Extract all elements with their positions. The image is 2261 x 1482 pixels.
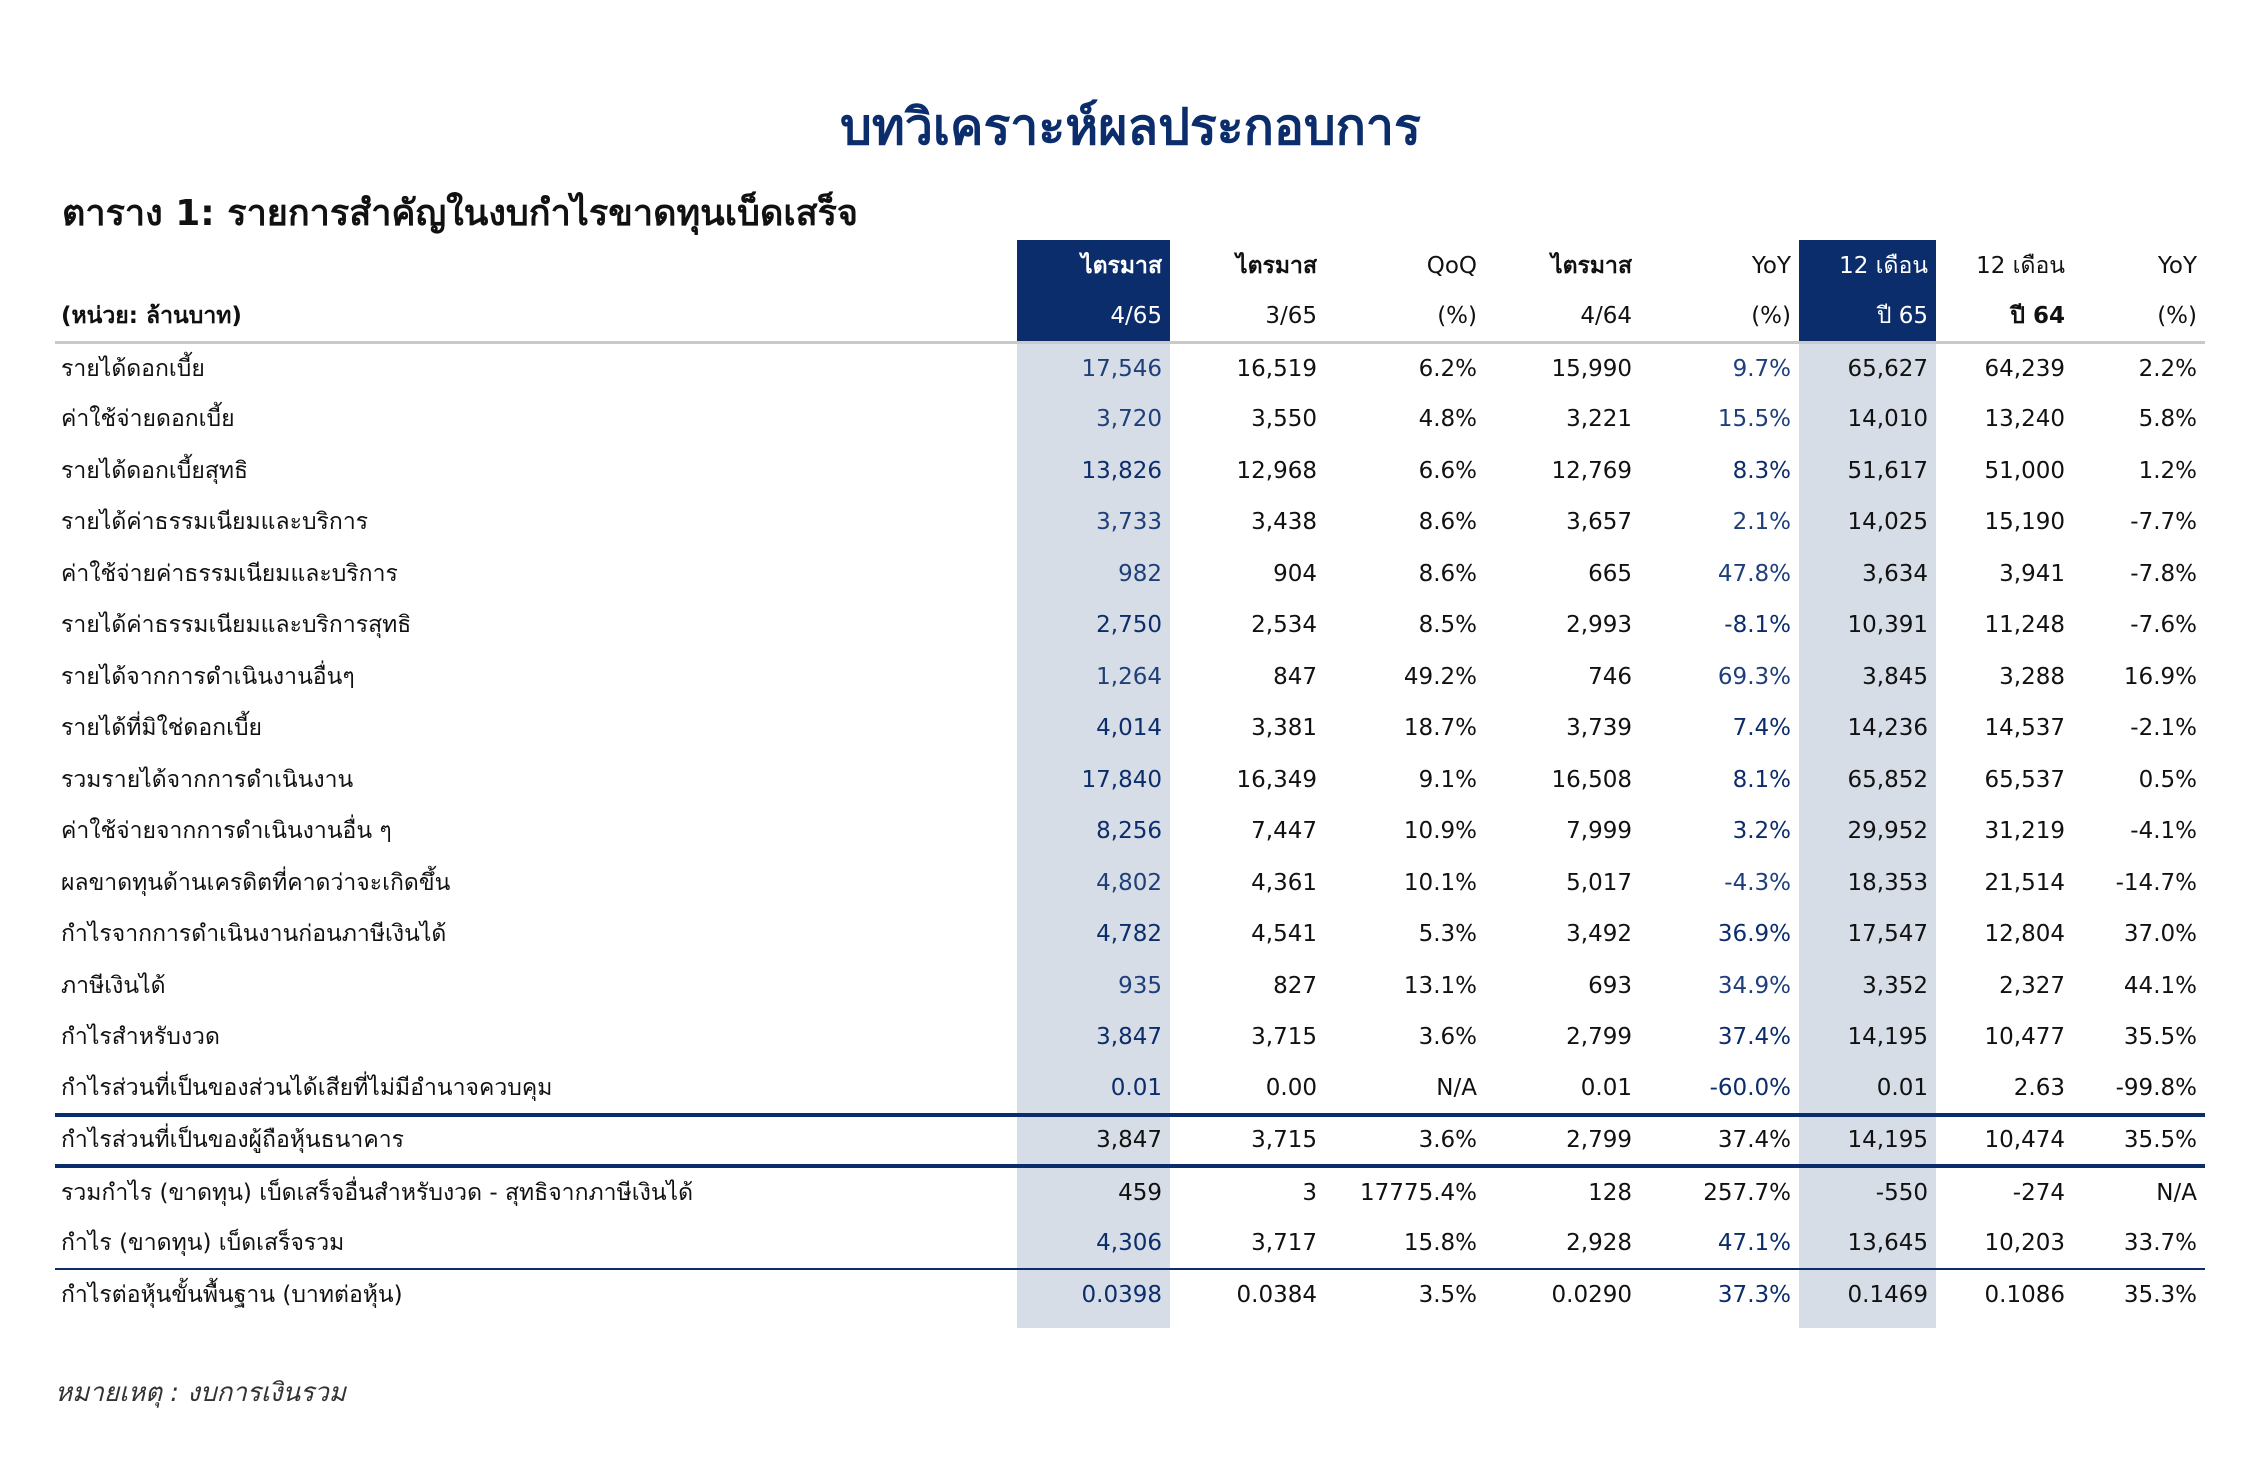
header-top-col7: 12 เดือน <box>1976 252 2065 279</box>
cell-col5: 2.1% <box>1732 509 1791 536</box>
row-label: ผลขาดทุนด้านเครดิตที่คาดว่าจะเกิดขึ้น <box>61 869 451 896</box>
cell-col2: 2,534 <box>1251 612 1317 639</box>
cell-col5: 47.1% <box>1717 1229 1791 1256</box>
cell-col1: 3,720 <box>1096 406 1162 433</box>
cell-col5: -4.3% <box>1724 869 1791 896</box>
row-label: ค่าใช้จ่ายค่าธรรมเนียมและบริการ <box>61 560 398 587</box>
table-row <box>55 960 2205 1012</box>
cell-col1: 13,826 <box>1081 457 1162 484</box>
cell-col1: 3,733 <box>1096 509 1162 536</box>
cell-col7: 51,000 <box>1984 457 2065 484</box>
cell-col6: 18,353 <box>1847 869 1928 896</box>
table-row <box>55 497 2205 549</box>
row-label: รวมกำไร (ขาดทุน) เบ็ดเสร็จอื่นสำหรับงวด - สุทธิจากภาษีเงินได้ <box>61 1179 694 1206</box>
table-row <box>55 1166 2205 1218</box>
row-label: รายได้จากการดำเนินงานอื่นๆ <box>61 663 355 690</box>
table-row <box>55 600 2205 652</box>
cell-col8: -7.6% <box>2130 612 2197 639</box>
cell-col3: 8.5% <box>1418 612 1477 639</box>
cell-col6: 3,634 <box>1862 560 1928 587</box>
cell-col5: 3.2% <box>1732 818 1791 845</box>
table-title: ตาราง 1: รายการสำคัญในงบกำไรขาดทุนเบ็ดเสร็จ <box>62 193 859 234</box>
cell-col5: 47.8% <box>1717 560 1791 587</box>
cell-col4: 3,739 <box>1566 715 1632 742</box>
cell-col4: 3,221 <box>1566 406 1632 433</box>
cell-col7: 10,203 <box>1984 1229 2065 1256</box>
cell-col3: 13.1% <box>1403 972 1477 999</box>
cell-col4: 7,999 <box>1566 818 1632 845</box>
cell-col8: 35.5% <box>2123 1024 2197 1051</box>
row-label: รายได้ดอกเบี้ย <box>61 355 205 382</box>
cell-col6: 0.01 <box>1876 1074 1928 1101</box>
cell-col3: 6.6% <box>1418 457 1477 484</box>
cell-col2: 904 <box>1273 560 1317 587</box>
header-top-col1: ไตรมาส <box>1081 252 1162 279</box>
row-label: กำไรส่วนที่เป็นของส่วนได้เสียที่ไม่มีอำนาจควบคุม <box>61 1074 553 1101</box>
cell-col4: 15,990 <box>1551 355 1632 382</box>
cell-col5: 9.7% <box>1732 355 1791 382</box>
header-bottom-col8: (%) <box>2073 291 2205 342</box>
header-blank <box>55 240 1017 291</box>
cell-col3: 8.6% <box>1418 560 1477 587</box>
cell-col7: 21,514 <box>1984 869 2065 896</box>
cell-col7: 14,537 <box>1984 715 2065 742</box>
cell-col5: 257.7% <box>1703 1179 1791 1206</box>
table-row <box>55 703 2205 755</box>
cell-col3: N/A <box>1436 1074 1477 1101</box>
cell-col6: 3,845 <box>1862 663 1928 690</box>
cell-col6: 14,236 <box>1847 715 1928 742</box>
cell-col8: -2.1% <box>2130 715 2197 742</box>
cell-col6: 14,195 <box>1799 1115 1936 1167</box>
header-row-top <box>55 240 2205 291</box>
row-label: รายได้ดอกเบี้ยสุทธิ <box>61 457 249 484</box>
row-label: ค่าใช้จ่ายจากการดำเนินงานอื่น ๆ <box>61 818 392 845</box>
cell-col4: 3,657 <box>1566 509 1632 536</box>
cell-col6: 0.1469 <box>1799 1269 1936 1321</box>
table-row <box>55 651 2205 703</box>
cell-col4: 2,799 <box>1485 1115 1640 1167</box>
cell-col8: 5.8% <box>2138 406 2197 433</box>
table-row <box>55 806 2205 858</box>
cell-col8: 33.7% <box>2123 1229 2197 1256</box>
cell-col3: 3.6% <box>1418 1024 1477 1051</box>
cell-col7: -274 <box>2012 1179 2065 1206</box>
cell-col8: 1.2% <box>2138 457 2197 484</box>
cell-col7: 10,477 <box>1984 1024 2065 1051</box>
cell-col8: N/A <box>2156 1179 2197 1206</box>
row-label: ภาษีเงินได้ <box>61 972 166 999</box>
cell-col4: 3,492 <box>1566 921 1632 948</box>
header-top-col4: ไตรมาส <box>1551 252 1632 279</box>
cell-col7: 12,804 <box>1984 921 2065 948</box>
cell-col8: 2.2% <box>2138 355 2197 382</box>
cell-col3: 18.7% <box>1403 715 1477 742</box>
row-label: กำไร (ขาดทุน) เบ็ดเสร็จรวม <box>61 1229 345 1256</box>
cell-col6: 51,617 <box>1847 457 1928 484</box>
table-row <box>55 445 2205 497</box>
cell-col3: 4.8% <box>1418 406 1477 433</box>
cell-col3: 10.9% <box>1403 818 1477 845</box>
cell-col6: 65,852 <box>1847 766 1928 793</box>
table-row <box>55 1269 2205 1321</box>
cell-col1: 0.01 <box>1110 1074 1162 1101</box>
cell-col7: 3,288 <box>1999 663 2065 690</box>
cell-col3: 10.1% <box>1403 869 1477 896</box>
cell-col2: 4,541 <box>1251 921 1317 948</box>
cell-col4: 128 <box>1588 1179 1632 1206</box>
cell-col6: 29,952 <box>1847 818 1928 845</box>
cell-col8: 35.3% <box>2073 1269 2205 1321</box>
cell-col1: 982 <box>1118 560 1162 587</box>
cell-col3: 49.2% <box>1403 663 1477 690</box>
cell-col3: 5.3% <box>1418 921 1477 948</box>
cell-col1: 2,750 <box>1096 612 1162 639</box>
row-label: ค่าใช้จ่ายดอกเบี้ย <box>61 406 235 433</box>
row-label: กำไรต่อหุ้นขั้นพื้นฐาน (บาทต่อหุ้น) <box>55 1269 1017 1321</box>
cell-col3: 3.6% <box>1325 1115 1485 1167</box>
cell-col7: 3,941 <box>1999 560 2065 587</box>
cell-col4: 2,799 <box>1566 1024 1632 1051</box>
cell-col5: 36.9% <box>1717 921 1791 948</box>
cell-col5: 8.1% <box>1732 766 1791 793</box>
cell-col6: 10,391 <box>1847 612 1928 639</box>
cell-col8: 16.9% <box>2123 663 2197 690</box>
header-top-col5: YoY <box>1751 252 1791 279</box>
table-row <box>55 1012 2205 1064</box>
header-top-col2: ไตรมาส <box>1236 252 1317 279</box>
cell-col2: 0.0384 <box>1170 1269 1325 1321</box>
cell-col4: 0.01 <box>1580 1074 1632 1101</box>
table-row <box>55 754 2205 806</box>
header-bottom-col6: ปี 65 <box>1799 291 1936 342</box>
cell-col7: 10,474 <box>1936 1115 2073 1167</box>
cell-col4: 0.0290 <box>1485 1269 1640 1321</box>
cell-col8: -7.8% <box>2130 560 2197 587</box>
table-row <box>55 909 2205 961</box>
row-label: กำไรสำหรับงวด <box>61 1024 220 1051</box>
cell-col5: 37.4% <box>1717 1024 1791 1051</box>
header-top-col8: YoY <box>2157 252 2197 279</box>
page-title: บทวิเคราะห์ผลประกอบการ <box>840 98 1421 156</box>
cell-col2: 4,361 <box>1251 869 1317 896</box>
table-row <box>55 857 2205 909</box>
cell-col4: 2,993 <box>1566 612 1632 639</box>
row-label: รายได้ที่มิใช่ดอกเบี้ย <box>61 715 263 742</box>
cell-col8: -14.7% <box>2115 869 2197 896</box>
cell-col1: 4,802 <box>1096 869 1162 896</box>
cell-col4: 2,928 <box>1566 1229 1632 1256</box>
cell-col5: -60.0% <box>1709 1074 1791 1101</box>
header-top-col3: QoQ <box>1426 252 1477 279</box>
cell-col2: 16,349 <box>1236 766 1317 793</box>
table-row <box>55 1115 2205 1167</box>
cell-col2: 3,717 <box>1251 1229 1317 1256</box>
cell-col4: 693 <box>1588 972 1632 999</box>
cell-col1: 3,847 <box>1017 1115 1170 1167</box>
cell-col5: 37.4% <box>1640 1115 1799 1167</box>
cell-col2: 12,968 <box>1236 457 1317 484</box>
cell-col8: 0.5% <box>2138 766 2197 793</box>
cell-col5: 34.9% <box>1717 972 1791 999</box>
cell-col1: 17,546 <box>1081 355 1162 382</box>
cell-col6: 14,010 <box>1847 406 1928 433</box>
cell-col2: 3,381 <box>1251 715 1317 742</box>
cell-col1: 4,306 <box>1096 1229 1162 1256</box>
unit-label: (หน่วย: ล้านบาท) <box>55 291 1017 342</box>
cell-col6: 3,352 <box>1862 972 1928 999</box>
cell-col2: 827 <box>1273 972 1317 999</box>
header-bottom-col5: (%) <box>1640 291 1799 342</box>
cell-col8: -99.8% <box>2115 1074 2197 1101</box>
cell-col6: 17,547 <box>1847 921 1928 948</box>
header-bottom-col4: 4/64 <box>1485 291 1640 342</box>
cell-col4: 746 <box>1588 663 1632 690</box>
cell-col3: 8.6% <box>1418 509 1477 536</box>
cell-col6: 14,025 <box>1847 509 1928 536</box>
cell-col5: 37.3% <box>1640 1269 1799 1321</box>
cell-col6: 14,195 <box>1847 1024 1928 1051</box>
cell-col7: 11,248 <box>1984 612 2065 639</box>
cell-col1: 17,840 <box>1081 766 1162 793</box>
cell-col2: 3,715 <box>1170 1115 1325 1167</box>
cell-col7: 65,537 <box>1984 766 2065 793</box>
header-row-bottom <box>55 291 2205 342</box>
table-row <box>55 342 2205 394</box>
row-label: รายได้ค่าธรรมเนียมและบริการสุทธิ <box>61 612 412 639</box>
cell-col1: 1,264 <box>1096 663 1162 690</box>
cell-col3: 17775.4% <box>1360 1179 1477 1206</box>
cell-col2: 7,447 <box>1251 818 1317 845</box>
cell-col1: 4,782 <box>1096 921 1162 948</box>
cell-col8: 35.5% <box>2073 1115 2205 1167</box>
cell-col1: 459 <box>1118 1179 1162 1206</box>
cell-col7: 2.63 <box>2013 1074 2065 1101</box>
cell-col3: 15.8% <box>1403 1229 1477 1256</box>
cell-col4: 665 <box>1588 560 1632 587</box>
cell-col7: 15,190 <box>1984 509 2065 536</box>
cell-col3: 6.2% <box>1418 355 1477 382</box>
cell-col6: 65,627 <box>1847 355 1928 382</box>
cell-col5: 15.5% <box>1717 406 1791 433</box>
cell-col8: -7.7% <box>2130 509 2197 536</box>
header-bottom-col1: 4/65 <box>1017 291 1170 342</box>
cell-col5: 8.3% <box>1732 457 1791 484</box>
row-label: รวมรายได้จากการดำเนินงาน <box>61 766 354 793</box>
cell-col2: 3,715 <box>1251 1024 1317 1051</box>
income-statement-table <box>55 240 2205 1321</box>
cell-col8: 44.1% <box>2123 972 2197 999</box>
cell-col2: 3,550 <box>1251 406 1317 433</box>
cell-col4: 5,017 <box>1566 869 1632 896</box>
table-row <box>55 1063 2205 1115</box>
row-label: กำไรจากการดำเนินงานก่อนภาษีเงินได้ <box>61 921 447 948</box>
cell-col5: -8.1% <box>1724 612 1791 639</box>
row-label: กำไรส่วนที่เป็นของผู้ถือหุ้นธนาคาร <box>55 1115 1017 1167</box>
cell-col5: 7.4% <box>1732 715 1791 742</box>
cell-col2: 16,519 <box>1236 355 1317 382</box>
cell-col2: 847 <box>1273 663 1317 690</box>
header-bottom-col7: ปี 64 <box>1936 291 2073 342</box>
cell-col3: 9.1% <box>1418 766 1477 793</box>
cell-col6: -550 <box>1875 1179 1928 1206</box>
table-row <box>55 1218 2205 1270</box>
cell-col7: 64,239 <box>1984 355 2065 382</box>
table-row <box>55 394 2205 446</box>
row-label: รายได้ค่าธรรมเนียมและบริการ <box>61 509 369 536</box>
cell-col4: 16,508 <box>1551 766 1632 793</box>
cell-col3: 3.5% <box>1325 1269 1485 1321</box>
cell-col1: 4,014 <box>1096 715 1162 742</box>
table-row <box>55 548 2205 600</box>
cell-col1: 8,256 <box>1096 818 1162 845</box>
cell-col7: 31,219 <box>1984 818 2065 845</box>
cell-col6: 13,645 <box>1847 1229 1928 1256</box>
cell-col8: 37.0% <box>2123 921 2197 948</box>
cell-col1: 3,847 <box>1096 1024 1162 1051</box>
cell-col2: 3,438 <box>1251 509 1317 536</box>
cell-col7: 0.1086 <box>1936 1269 2073 1321</box>
header-top-col6: 12 เดือน <box>1839 252 1928 279</box>
cell-col2: 3 <box>1302 1179 1317 1206</box>
header-bottom-col3: (%) <box>1325 291 1485 342</box>
cell-col1: 0.0398 <box>1017 1269 1170 1321</box>
cell-col2: 0.00 <box>1265 1074 1317 1101</box>
cell-col4: 12,769 <box>1551 457 1632 484</box>
header-bottom-col2: 3/65 <box>1170 291 1325 342</box>
cell-col7: 13,240 <box>1984 406 2065 433</box>
footnote: หมายเหตุ : งบการเงินรวม <box>55 1378 346 1408</box>
cell-col8: -4.1% <box>2130 818 2197 845</box>
cell-col7: 2,327 <box>1999 972 2065 999</box>
cell-col1: 935 <box>1118 972 1162 999</box>
cell-col5: 69.3% <box>1717 663 1791 690</box>
